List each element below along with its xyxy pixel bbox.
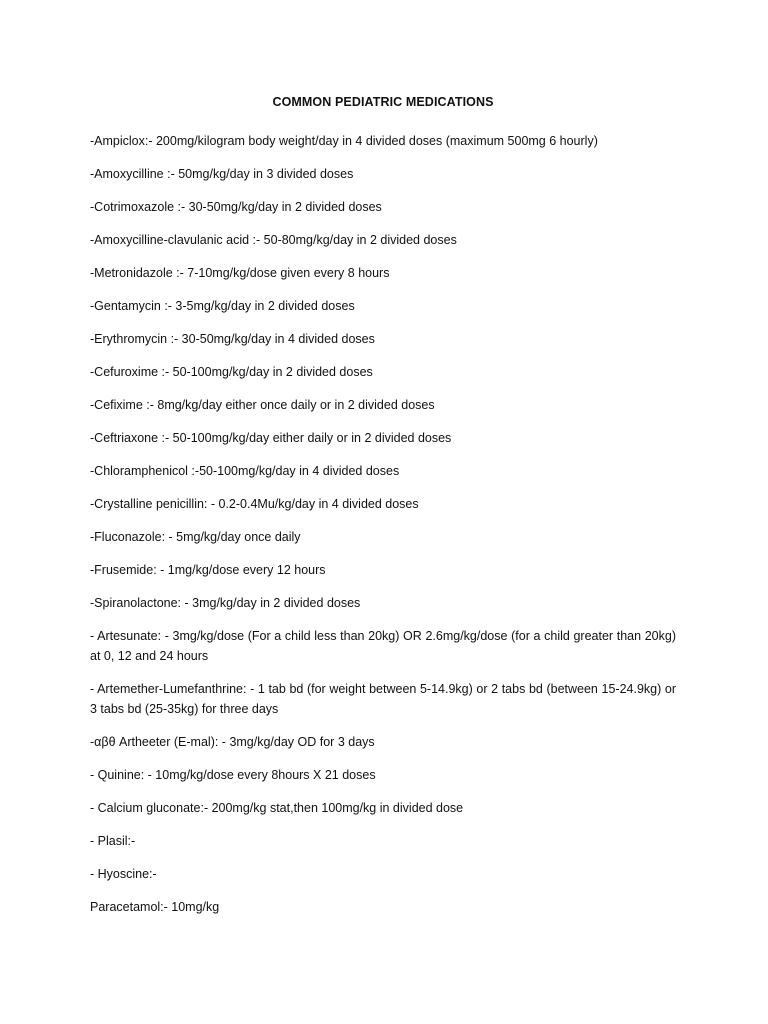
- medication-item: -Crystalline penicillin: - 0.2-0.4Mu/kg/day in 4 divided doses: [90, 497, 419, 511]
- medication-item: -Erythromycin :- 30-50mg/kg/day in 4 divided doses: [90, 332, 375, 346]
- medication-item: -Amoxycilline-clavulanic acid :- 50-80mg/kg/day in 2 divided doses: [90, 233, 457, 247]
- document-title: COMMON PEDIATRIC MEDICATIONS: [272, 95, 494, 109]
- medication-item: -Amoxycilline :- 50mg/kg/day in 3 divided doses: [90, 167, 354, 181]
- medication-item: -Spiranolactone: - 3mg/kg/day in 2 divided doses: [90, 596, 361, 610]
- medication-item: -αβθ Artheeter (E-mal): - 3mg/kg/day OD for 3 days: [90, 735, 375, 749]
- medication-item: -Cotrimoxazole :- 30-50mg/kg/day in 2 divided doses: [90, 200, 382, 214]
- medication-item: -Cefixime :- 8mg/kg/day either once daily or in 2 divided doses: [90, 398, 435, 412]
- medication-item: -Ampiclox:- 200mg/kilogram body weight/day in 4 divided doses (maximum 500mg 6 hourly): [90, 134, 598, 148]
- medication-item: - Hyoscine:-: [90, 867, 157, 881]
- medication-item: -Ceftriaxone :- 50-100mg/kg/day either daily or in 2 divided doses: [90, 431, 452, 445]
- medication-item: -Chloramphenicol :-50-100mg/kg/day in 4 divided doses: [90, 464, 400, 478]
- medication-item: -Frusemide: - 1mg/kg/dose every 12 hours: [90, 563, 326, 577]
- medication-item: - Artemether-Lumefanthrine: - 1 tab bd (for weight between 5-14.9kg) or 2 tabs bd (between 15-24.9kg) or 3 tabs bd (25-35kg) for three days: [90, 682, 676, 716]
- medication-item: - Calcium gluconate:- 200mg/kg stat,then 100mg/kg in divided dose: [90, 801, 464, 815]
- medication-item: -Fluconazole: - 5mg/kg/day once daily: [90, 530, 301, 544]
- medication-item: -Cefuroxime :- 50-100mg/kg/day in 2 divided doses: [90, 365, 373, 379]
- medication-list: [90, 131, 676, 917]
- medication-item: - Plasil:-: [90, 834, 136, 848]
- medication-item: -Gentamycin :- 3-5mg/kg/day in 2 divided doses: [90, 299, 355, 313]
- medication-item: - Artesunate: - 3mg/kg/dose (For a child less than 20kg) OR 2.6mg/kg/dose (for a child greater than 20kg) at 0, 12 and 24 hours: [90, 629, 676, 663]
- medication-item: -Metronidazole :- 7-10mg/kg/dose given every 8 hours: [90, 266, 390, 280]
- medication-item: - Quinine: - 10mg/kg/dose every 8hours X 21 doses: [90, 768, 376, 782]
- medication-item: Paracetamol:- 10mg/kg: [90, 900, 220, 914]
